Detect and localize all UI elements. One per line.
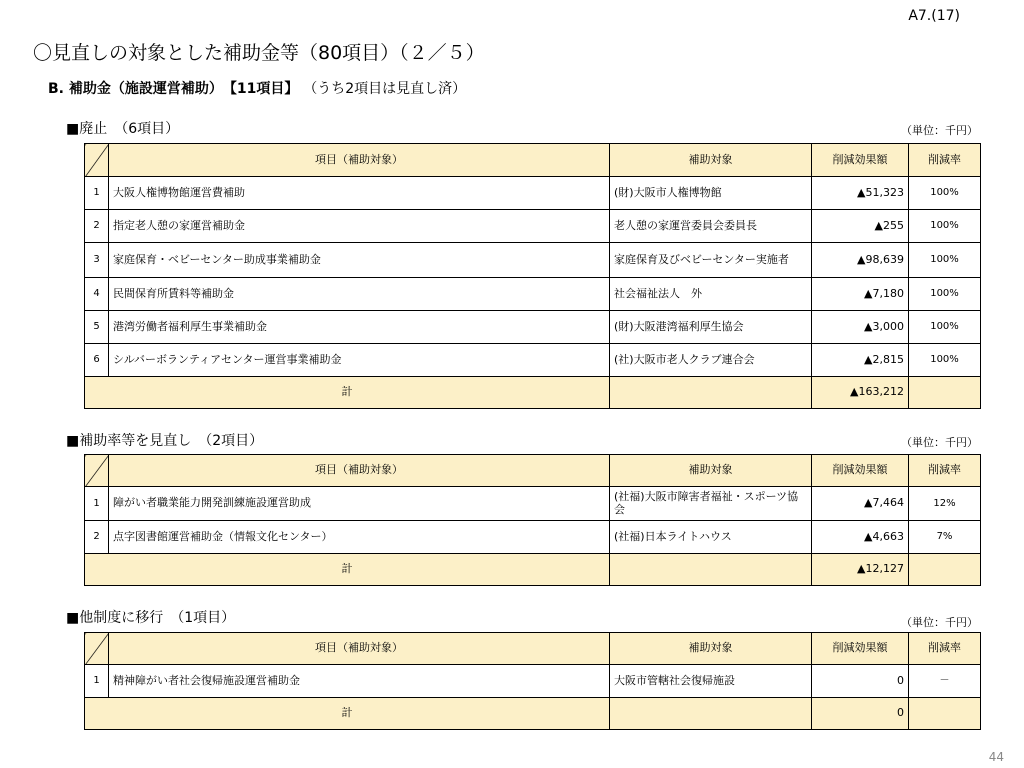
total-row (85, 554, 981, 586)
row-target: 大阪市管轄社会復帰施設 (610, 665, 812, 698)
table-row (85, 487, 981, 521)
row-number: 1 (85, 177, 109, 210)
total-label: 計 (85, 698, 610, 730)
row-target: (財)大阪港湾福利厚生協会 (610, 311, 812, 344)
total-empty-cell (909, 377, 981, 409)
row-number: 1 (85, 487, 109, 521)
unit-label-revise: （単位：千円） (901, 436, 978, 449)
row-amount: ▲51,323 (812, 177, 909, 210)
header-target: 補助対象 (610, 455, 812, 487)
table-row (85, 243, 981, 278)
row-number: 5 (85, 311, 109, 344)
section-title-revise: ■補助率等を見直し （2項目） (66, 433, 264, 449)
row-target: 老人憩の家運営委員会委員長 (610, 210, 812, 243)
total-empty-cell (909, 554, 981, 586)
row-rate: 100% (909, 311, 981, 344)
table-revise (84, 454, 981, 586)
header-diagonal-cell (85, 633, 109, 665)
page-id: A7.(17) (908, 8, 960, 24)
table-row (85, 278, 981, 311)
table-transfer (84, 632, 981, 730)
page-title: 〇見直しの対象とした補助金等（80項目）（２／５） (33, 42, 485, 64)
table-abolish (84, 143, 981, 409)
subtitle-note: （うち2項目は見直し済） (303, 81, 467, 97)
header-target: 補助対象 (610, 144, 812, 177)
row-rate: 100% (909, 278, 981, 311)
row-target: 家庭保育及びベビーセンター実施者 (610, 243, 812, 278)
row-item: 民間保育所賃料等補助金 (109, 278, 610, 311)
table-header-row (85, 144, 981, 177)
row-amount: ▲3,000 (812, 311, 909, 344)
row-number: 1 (85, 665, 109, 698)
total-label: 計 (85, 554, 610, 586)
row-number: 3 (85, 243, 109, 278)
total-empty-cell (610, 698, 812, 730)
table-row (85, 344, 981, 377)
row-number: 4 (85, 278, 109, 311)
row-target: (財)大阪市人権博物館 (610, 177, 812, 210)
unit-label-transfer: （単位：千円） (901, 616, 978, 629)
header-diagonal-cell (85, 144, 109, 177)
row-amount: ▲7,464 (812, 487, 909, 521)
row-number: 2 (85, 210, 109, 243)
row-amount: ▲2,815 (812, 344, 909, 377)
section-title-transfer: ■他制度に移行 （1項目） (66, 610, 236, 626)
total-row (85, 377, 981, 409)
row-item: シルバーボランティアセンター運営事業補助金 (109, 344, 610, 377)
row-target: 社会福祉法人 外 (610, 278, 812, 311)
header-rate: 削減率 (909, 633, 981, 665)
header-amount: 削減効果額 (812, 633, 909, 665)
table-row (85, 311, 981, 344)
header-item: 項目（補助対象） (109, 633, 610, 665)
header-item: 項目（補助対象） (109, 144, 610, 177)
total-amount: ▲12,127 (812, 554, 909, 586)
table-row (85, 665, 981, 698)
total-amount: ▲163,212 (812, 377, 909, 409)
table-header-row (85, 455, 981, 487)
page-number: 44 (988, 750, 1004, 764)
header-rate: 削減率 (909, 144, 981, 177)
row-rate: 100% (909, 344, 981, 377)
total-row (85, 698, 981, 730)
table-row (85, 210, 981, 243)
table-row (85, 177, 981, 210)
table-row (85, 521, 981, 554)
row-item: 指定老人憩の家運営補助金 (109, 210, 610, 243)
row-amount: ▲7,180 (812, 278, 909, 311)
row-rate: 100% (909, 177, 981, 210)
header-target: 補助対象 (610, 633, 812, 665)
row-item: 点字図書館運営補助金（情報文化センター） (109, 521, 610, 554)
row-item: 港湾労働者福利厚生事業補助金 (109, 311, 610, 344)
table-header-row (85, 633, 981, 665)
row-amount: ▲255 (812, 210, 909, 243)
row-item: 大阪人権博物館運営費補助 (109, 177, 610, 210)
header-rate: 削減率 (909, 455, 981, 487)
header-diagonal-cell (85, 455, 109, 487)
subtitle-main: B. 補助金（施設運営補助） 【11項目】 (48, 81, 299, 97)
total-empty-cell (610, 377, 812, 409)
row-amount: ▲98,639 (812, 243, 909, 278)
row-target: (社福)日本ライトハウス (610, 521, 812, 554)
header-item: 項目（補助対象） (109, 455, 610, 487)
unit-label-abolish: （単位：千円） (901, 124, 978, 137)
row-rate: － (909, 665, 981, 698)
total-empty-cell (909, 698, 981, 730)
row-item: 障がい者職業能力開発訓練施設運営助成 (109, 487, 610, 521)
total-amount: 0 (812, 698, 909, 730)
row-item: 家庭保育・ベビーセンター助成事業補助金 (109, 243, 610, 278)
row-amount: ▲4,663 (812, 521, 909, 554)
row-item: 精神障がい者社会復帰施設運営補助金 (109, 665, 610, 698)
header-amount: 削減効果額 (812, 455, 909, 487)
row-rate: 7% (909, 521, 981, 554)
row-target: (社)大阪市老人クラブ連合会 (610, 344, 812, 377)
total-empty-cell (610, 554, 812, 586)
row-number: 6 (85, 344, 109, 377)
subtitle (48, 78, 466, 98)
row-rate: 100% (909, 210, 981, 243)
total-label: 計 (85, 377, 610, 409)
row-rate: 100% (909, 243, 981, 278)
row-rate: 12% (909, 487, 981, 521)
row-amount: 0 (812, 665, 909, 698)
row-number: 2 (85, 521, 109, 554)
section-title-abolish: ■廃止 （6項目） (66, 121, 180, 137)
header-amount: 削減効果額 (812, 144, 909, 177)
row-target: (社福)大阪市障害者福祉・スポーツ協会 (610, 487, 812, 521)
